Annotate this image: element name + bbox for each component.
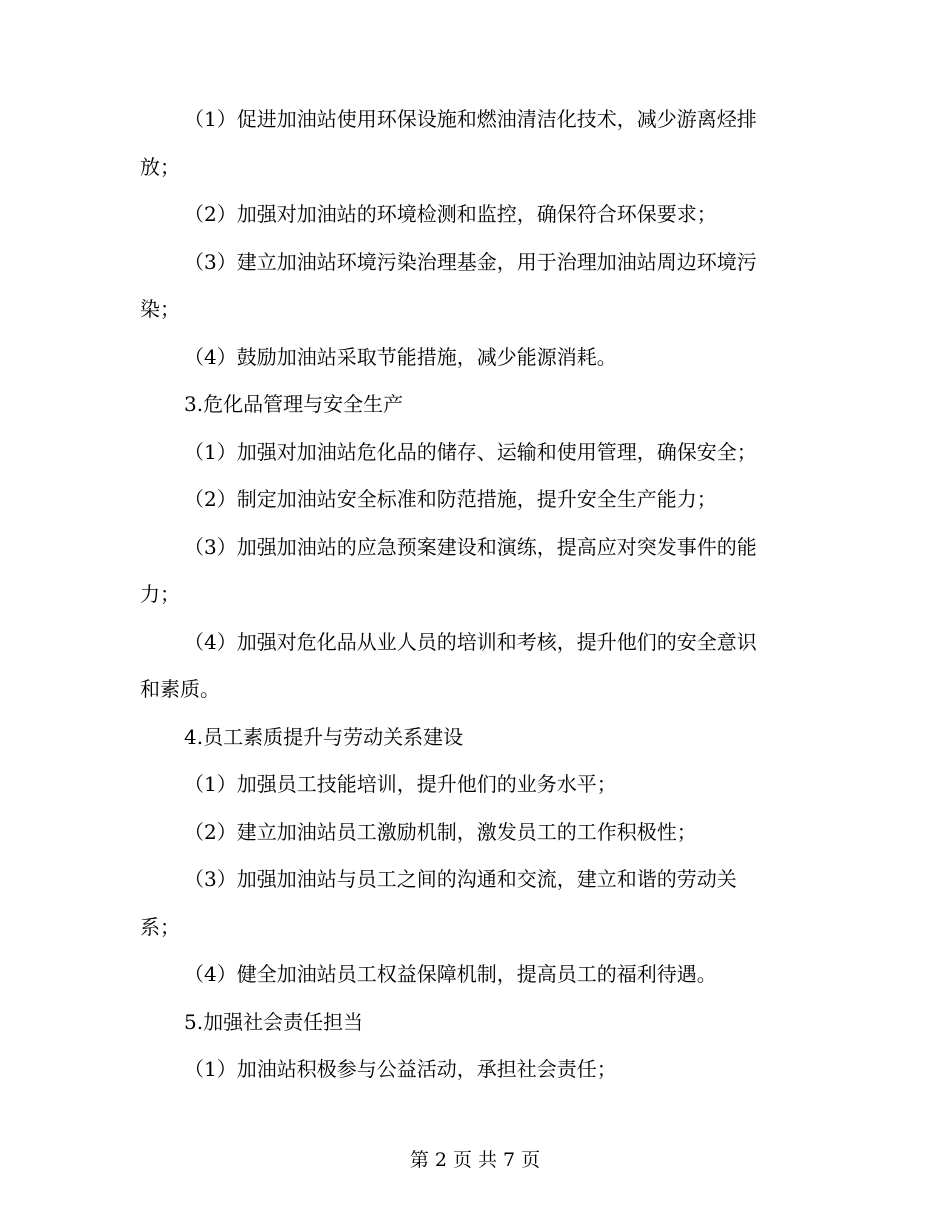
page-number-footer: 第 2 页 共 7 页 <box>409 1149 541 1171</box>
paragraph-line: （2）加强对加油站的环境检测和监控，确保符合环保要求； <box>184 202 717 226</box>
paragraph-line: （2）制定加油站安全标准和防范措施，提升安全生产能力； <box>184 487 717 511</box>
paragraph-line-continuation: 放； <box>140 154 180 179</box>
paragraph-line: （3）加强加油站与员工之间的沟通和交流，建立和谐的劳动关 <box>184 867 737 891</box>
section-heading: 4.员工素质提升与劳动关系建设 <box>184 724 464 749</box>
paragraph-line: （4）鼓励加油站采取节能措施，减少能源消耗。 <box>184 344 617 369</box>
paragraph-line: （2）建立加油站员工激励机制，激发员工的工作积极性； <box>184 819 697 844</box>
paragraph-line: （3）建立加油站环境污染治理基金，用于治理加油站周边环境污 <box>184 249 757 274</box>
paragraph-line: （3）加强加油站的应急预案建设和演练，提高应对突发事件的能 <box>184 534 757 559</box>
paragraph-line-continuation: 和素质。 <box>140 677 220 701</box>
section-heading: 5.加强社会责任担当 <box>184 1009 364 1034</box>
paragraph-line-continuation: 染； <box>140 297 180 321</box>
paragraph-line: （1）加强员工技能培训，提升他们的业务水平； <box>184 772 617 796</box>
paragraph-line: （4）加强对危化品从业人员的培训和考核，提升他们的安全意识 <box>184 629 757 654</box>
paragraph-line-continuation: 力； <box>140 582 180 606</box>
paragraph-line: （1）加油站积极参与公益活动，承担社会责任； <box>184 1057 617 1081</box>
paragraph-line: （4）健全加油站员工权益保障机制，提高员工的福利待遇。 <box>184 962 717 986</box>
paragraph-line-continuation: 系； <box>140 914 180 939</box>
paragraph-line: （1）促进加油站使用环保设施和燃油清洁化技术，减少游离烃排 <box>184 107 757 131</box>
section-heading: 3.危化品管理与安全生产 <box>184 392 404 416</box>
document-body <box>140 96 808 1094</box>
paragraph-line: （1）加强对加油站危化品的储存、运输和使用管理，确保安全； <box>184 439 757 464</box>
